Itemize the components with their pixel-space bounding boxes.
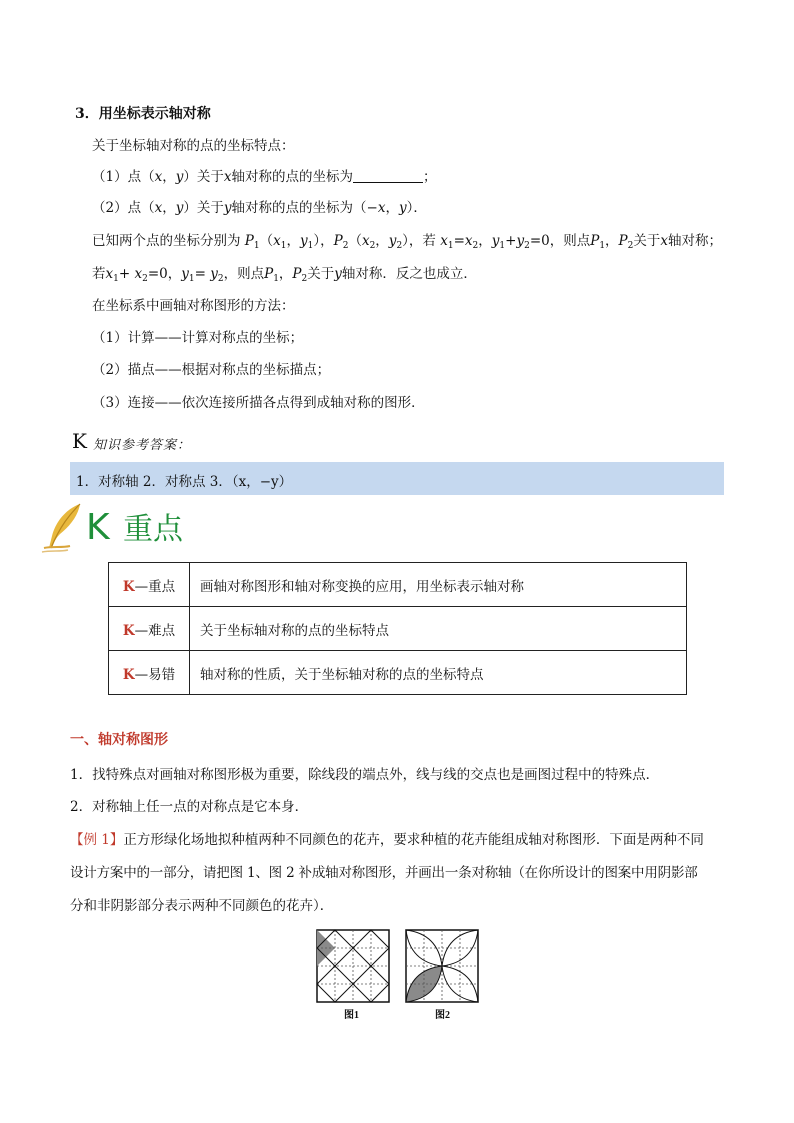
example-tag: 【例 1】 <box>70 832 124 848</box>
converse-text: 若$x_1+ x_2=0$，$y_1= y_2$，则点$P_1$，$P_2$关于y轴对称．反之也成立． <box>92 266 477 284</box>
key-points-table <box>108 562 687 695</box>
method-step-3: （3）连接——依次连接所描各点得到成轴对称的图形． <box>92 395 425 411</box>
figure-1-caption: 图1 <box>344 1010 359 1021</box>
row-tag: K—难点 <box>109 607 190 651</box>
example-line-2: 设计方案中的一部分，请把图 1、图 2 补成轴对称图形，并画出一条对称轴（在你所设计的图案中用阴影部 <box>70 865 698 881</box>
table-row <box>109 563 687 607</box>
point-2: 2．对称轴上任一点的对称点是它本身． <box>70 799 309 815</box>
point-1: 1．找特殊点对画轴对称图形极为重要，除线段的端点外，线与线的交点也是画图过程中的特殊点． <box>70 767 660 783</box>
table-row <box>109 607 687 651</box>
method-step-2: （2）描点——根据对称点的坐标描点； <box>92 362 331 378</box>
key-heading-text: 重点 <box>123 512 183 547</box>
example-line-1: 【例 1】正方形绿化场地拟种植两种不同颜色的花卉，要求种植的花卉能组成轴对称图形．下面是两种不同 <box>70 832 704 848</box>
method-title: 在坐标系中画轴对称图形的方法： <box>92 298 295 314</box>
method-step-1: （1）计算——计算对称点的坐标； <box>92 330 304 346</box>
intro-text: 关于坐标轴对称的点的坐标特点： <box>92 138 295 154</box>
known-points-text: 已知两个点的坐标分别为 $P_1(x_1$，$y_1$），$P_2(x_2$，$y_2$），若 $x_1=x_2$，$y_1+y_2=0$，则点$P_1$，$P_2$关于x轴对称； <box>92 233 722 251</box>
figure-2-caption: 图2 <box>435 1010 450 1021</box>
reference-answer-text: 1．对称轴 2．对称点 3．（x，−y） <box>76 474 293 490</box>
row-tag: K—重点 <box>109 563 190 607</box>
table-row <box>109 651 687 695</box>
reference-label: 知识参考答案： <box>93 438 192 453</box>
reference-k-badge: K <box>72 429 87 453</box>
row-text: 轴对称的性质，关于坐标轴对称的点的坐标特点 <box>190 651 687 695</box>
example-line-3: 分和非阴影部分表示两种不同颜色的花卉）． <box>70 898 334 914</box>
reference-answer-box <box>70 462 724 495</box>
figure-1 <box>316 929 390 1007</box>
row-text: 关于坐标轴对称的点的坐标特点 <box>190 607 687 651</box>
feather-icon <box>40 502 88 554</box>
row-tag: K—易错 <box>109 651 190 695</box>
key-heading-letter: K <box>86 507 110 548</box>
answer-blank[interactable] <box>353 170 423 183</box>
part-heading: 一、轴对称图形 <box>70 732 168 748</box>
figure-2 <box>405 929 479 1007</box>
item-2: （2）点（x，y）关于y轴对称的点的坐标为（−x，y）． <box>92 200 427 216</box>
item-1: （1）点（x，y）关于x轴对称的点的坐标为 ； <box>92 169 437 185</box>
row-text: 画轴对称图形和轴对称变换的应用，用坐标表示轴对称 <box>190 563 687 607</box>
section-title: 3．用坐标表示轴对称 <box>75 106 211 122</box>
